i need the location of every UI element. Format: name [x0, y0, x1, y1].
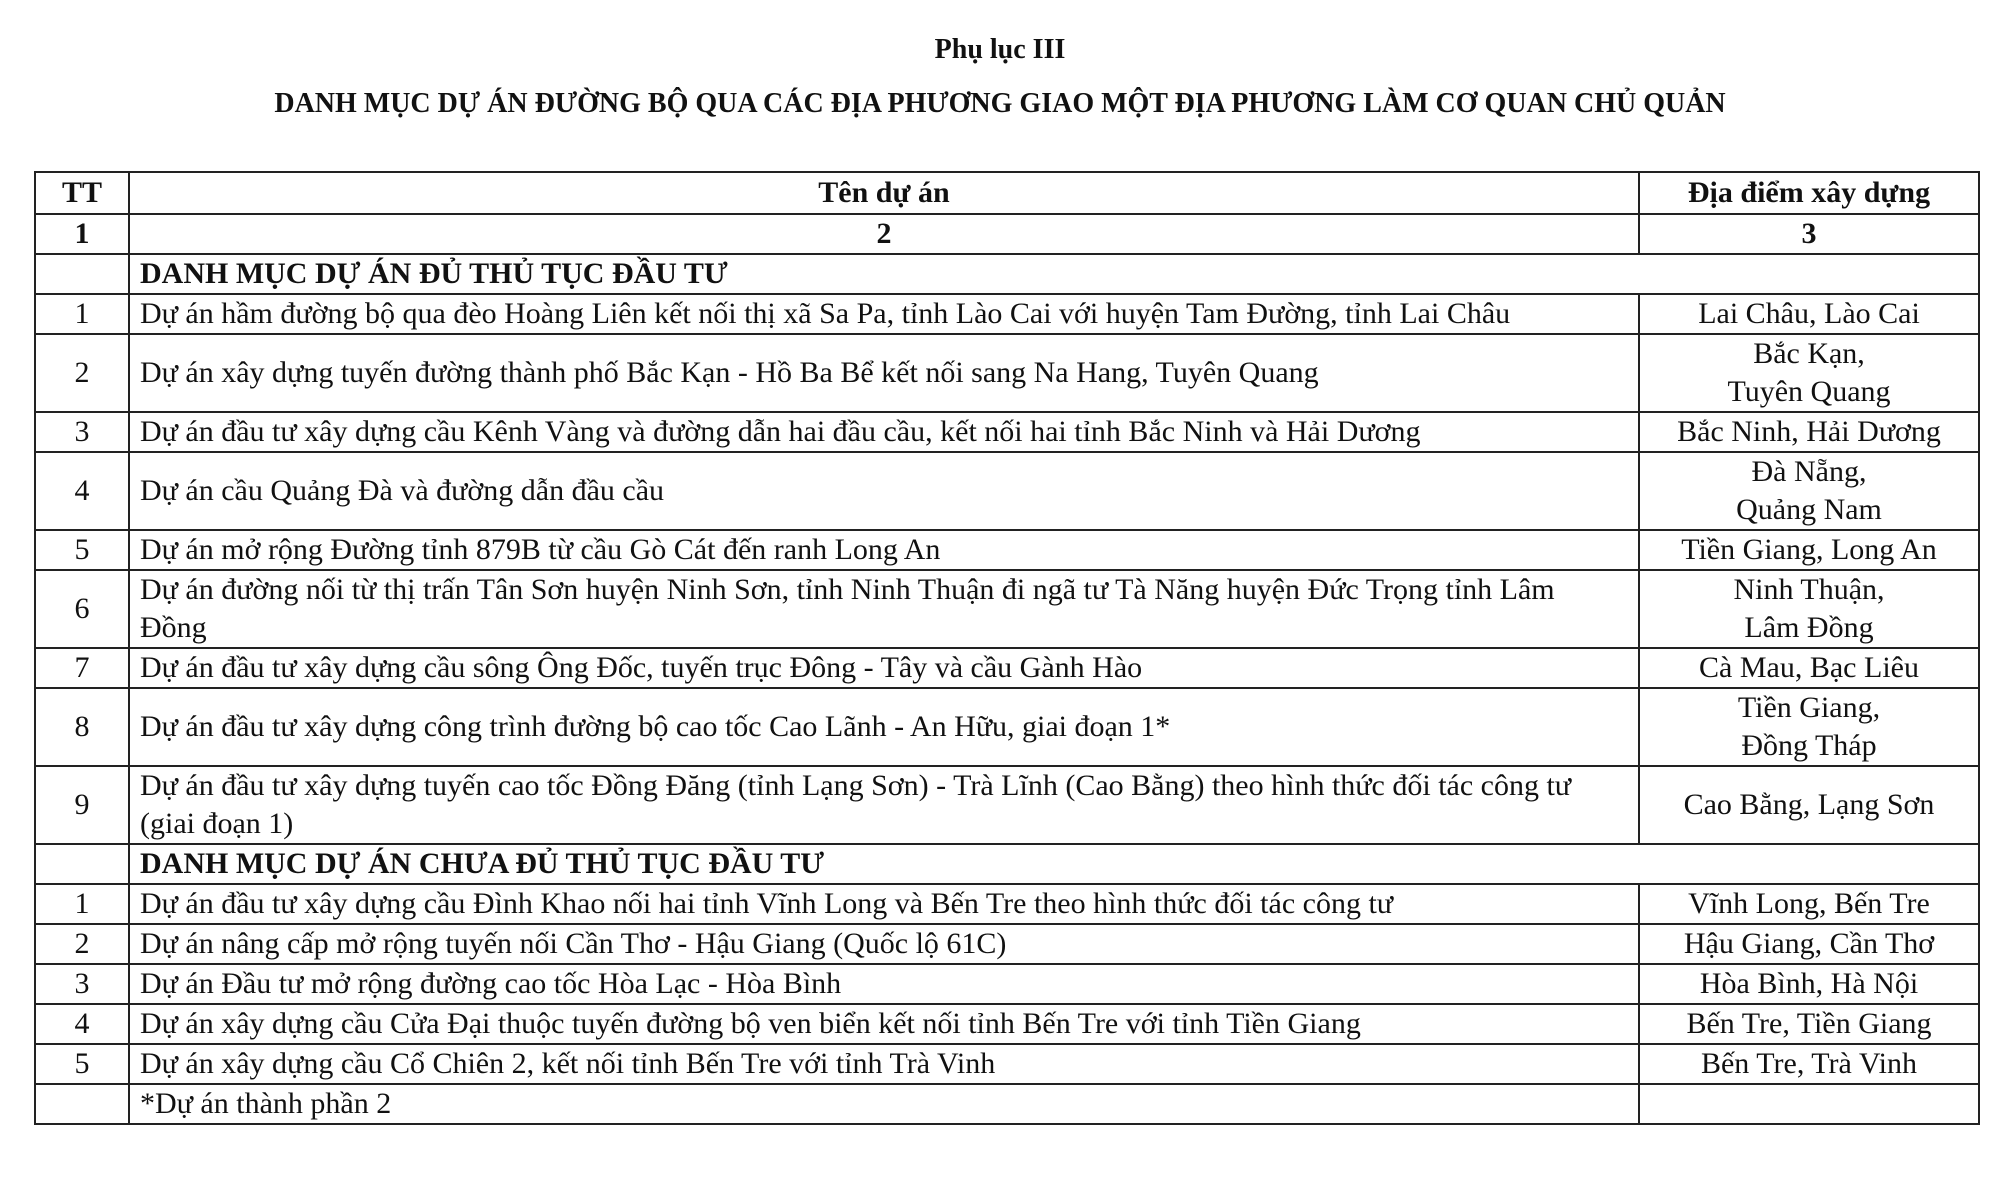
- project-location: [1639, 766, 1979, 844]
- row-number: 3: [35, 964, 129, 1004]
- project-name: Dự án đầu tư xây dựng cầu Đình Khao nối hai tỉnh Vĩnh Long và Bến Tre theo hình thức đối tác công tư: [129, 884, 1639, 924]
- column-number-row: [35, 214, 1979, 254]
- row-number: 8: [35, 688, 129, 766]
- project-location: [1639, 334, 1979, 412]
- project-name: Dự án đầu tư xây dựng công trình đường bộ cao tốc Cao Lãnh - An Hữu, giai đoạn 1*: [129, 688, 1639, 766]
- project-name: Dự án đầu tư xây dựng tuyến cao tốc Đồng Đăng (tỉnh Lạng Sơn) - Trà Lĩnh (Cao Bằng) theo hình thức đối tác công tư (giai đoạn 1): [129, 766, 1639, 844]
- table-body: [35, 254, 1979, 1124]
- document-title: DANH MỤC DỰ ÁN ĐƯỜNG BỘ QUA CÁC ĐỊA PHƯƠNG GIAO MỘT ĐỊA PHƯƠNG LÀM CƠ QUAN CHỦ QUẢN: [274, 88, 1726, 119]
- footnote-row: [35, 1084, 1979, 1124]
- section-tt-cell: [35, 254, 129, 294]
- row-number: 1: [35, 884, 129, 924]
- project-location: [1639, 964, 1979, 1004]
- project-name: Dự án nâng cấp mở rộng tuyến nối Cần Thơ - Hậu Giang (Quốc lộ 61C): [129, 924, 1639, 964]
- row-number: 5: [35, 530, 129, 570]
- table-row: [35, 964, 1979, 1004]
- row-number: 2: [35, 334, 129, 412]
- table-row: [35, 334, 1979, 412]
- project-location: [1639, 294, 1979, 334]
- project-location: [1639, 884, 1979, 924]
- row-number: 5: [35, 1044, 129, 1084]
- header-tt: TT: [35, 172, 129, 214]
- project-name: Dự án mở rộng Đường tỉnh 879B từ cầu Gò Cát đến ranh Long An: [129, 530, 1639, 570]
- project-location: [1639, 688, 1979, 766]
- location-line: Bến Tre, Tiền Giang: [1686, 1007, 1932, 1040]
- section-title: DANH MỤC DỰ ÁN CHƯA ĐỦ THỦ TỤC ĐẦU TƯ: [129, 844, 1979, 884]
- section-title: DANH MỤC DỰ ÁN ĐỦ THỦ TỤC ĐẦU TƯ: [129, 254, 1979, 294]
- row-number: 9: [35, 766, 129, 844]
- location-line: Ninh Thuận,: [1733, 573, 1885, 606]
- location-line: Cao Bằng, Lạng Sơn: [1683, 788, 1935, 821]
- project-name: Dự án đầu tư xây dựng cầu Kênh Vàng và đường dẫn hai đầu cầu, kết nối hai tỉnh Bắc Ninh và Hải Dương: [129, 412, 1639, 452]
- row-number: 4: [35, 1004, 129, 1044]
- project-name: Dự án xây dựng cầu Cửa Đại thuộc tuyến đường bộ ven biển kết nối tỉnh Bến Tre với tỉnh Tiền Giang: [129, 1004, 1639, 1044]
- table-row: [35, 294, 1979, 334]
- location-line: Bắc Kạn,: [1753, 337, 1865, 370]
- location-line: Cà Mau, Bạc Liêu: [1699, 651, 1919, 684]
- location-line: Đà Nẵng,: [1751, 455, 1867, 488]
- table-row: [35, 766, 1979, 844]
- footnote-location-cell: [1639, 1084, 1979, 1124]
- location-line: Tiền Giang, Long An: [1681, 533, 1937, 566]
- row-number: 3: [35, 412, 129, 452]
- project-location: [1639, 412, 1979, 452]
- table-row: [35, 884, 1979, 924]
- project-name: Dự án xây dựng tuyến đường thành phố Bắc Kạn - Hồ Ba Bể kết nối sang Na Hang, Tuyên Quang: [129, 334, 1639, 412]
- project-location: [1639, 530, 1979, 570]
- header-location: Địa điểm xây dựng: [1639, 172, 1979, 214]
- column-number: 2: [129, 214, 1639, 254]
- project-location: [1639, 924, 1979, 964]
- column-number: 3: [1639, 214, 1979, 254]
- footnote: *Dự án thành phần 2: [129, 1084, 1639, 1124]
- project-name: Dự án Đầu tư mở rộng đường cao tốc Hòa Lạc - Hòa Bình: [129, 964, 1639, 1004]
- table-row: [35, 688, 1979, 766]
- location-line: Đồng Tháp: [1741, 729, 1877, 762]
- location-line: Tuyên Quang: [1727, 375, 1891, 408]
- location-line: Lai Châu, Lào Cai: [1698, 297, 1920, 330]
- project-name: Dự án cầu Quảng Đà và đường dẫn đầu cầu: [129, 452, 1639, 530]
- table-row: [35, 648, 1979, 688]
- section-header-row: [35, 844, 1979, 884]
- row-number: 2: [35, 924, 129, 964]
- project-name: Dự án đầu tư xây dựng cầu sông Ông Đốc, tuyến trục Đông - Tây và cầu Gành Hào: [129, 648, 1639, 688]
- project-location: [1639, 1004, 1979, 1044]
- project-name: Dự án xây dựng cầu Cổ Chiên 2, kết nối tỉnh Bến Tre với tỉnh Trà Vinh: [129, 1044, 1639, 1084]
- table-row: [35, 412, 1979, 452]
- location-line: Lâm Đồng: [1744, 611, 1874, 644]
- header-row: [35, 172, 1979, 214]
- project-name: Dự án đường nối từ thị trấn Tân Sơn huyện Ninh Sơn, tỉnh Ninh Thuận đi ngã tư Tà Năng huyện Đức Trọng tỉnh Lâm Đồng: [129, 570, 1639, 648]
- location-line: Bắc Ninh, Hải Dương: [1677, 415, 1941, 448]
- footnote-tt-cell: [35, 1084, 129, 1124]
- table-row: [35, 924, 1979, 964]
- header-project-name: Tên dự án: [129, 172, 1639, 214]
- table-row: [35, 1044, 1979, 1084]
- appendix-label: Phụ lục III: [934, 34, 1066, 65]
- column-number: 1: [35, 214, 129, 254]
- location-line: Bến Tre, Trà Vinh: [1700, 1047, 1918, 1080]
- project-table: [34, 171, 1980, 1125]
- table-row: [35, 530, 1979, 570]
- project-name: Dự án hầm đường bộ qua đèo Hoàng Liên kết nối thị xã Sa Pa, tỉnh Lào Cai với huyện Tam Đường, tỉnh Lai Châu: [129, 294, 1639, 334]
- section-tt-cell: [35, 844, 129, 884]
- project-location: [1639, 1044, 1979, 1084]
- row-number: 4: [35, 452, 129, 530]
- location-line: Tiền Giang,: [1737, 691, 1881, 724]
- location-line: Hòa Bình, Hà Nội: [1699, 967, 1919, 1000]
- project-location: [1639, 452, 1979, 530]
- project-location: [1639, 648, 1979, 688]
- table-row: [35, 452, 1979, 530]
- row-number: 7: [35, 648, 129, 688]
- location-line: Vĩnh Long, Bến Tre: [1688, 887, 1930, 920]
- row-number: 6: [35, 570, 129, 648]
- location-line: Hậu Giang, Cần Thơ: [1683, 927, 1935, 960]
- section-header-row: [35, 254, 1979, 294]
- table-row: [35, 570, 1979, 648]
- project-location: [1639, 570, 1979, 648]
- table-row: [35, 1004, 1979, 1044]
- location-line: Quảng Nam: [1736, 493, 1882, 526]
- row-number: 1: [35, 294, 129, 334]
